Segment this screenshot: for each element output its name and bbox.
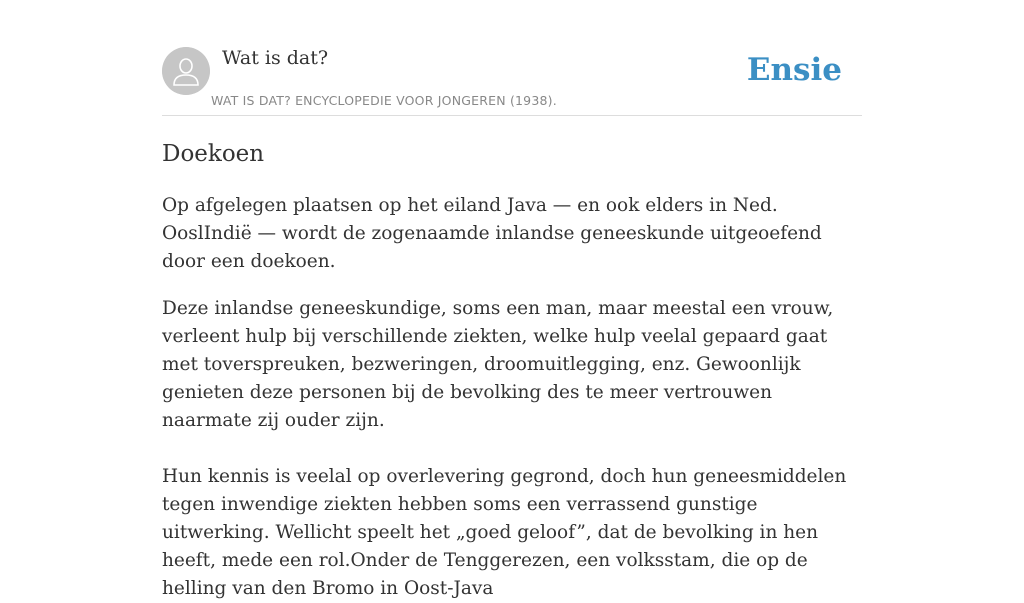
page-container bbox=[162, 0, 862, 599]
source-header bbox=[162, 0, 862, 116]
source-subtitle[interactable]: WAT IS DAT? ENCYCLOPEDIE VOOR JONGEREN (1938). bbox=[211, 93, 557, 108]
user-avatar-icon[interactable] bbox=[162, 47, 210, 95]
brand-logo-link[interactable]: Ensie bbox=[746, 52, 842, 88]
article-paragraph: Deze inlandse geneeskundige, soms een man, maar meestal een vrouw, verleent hulp bij verschillende ziekten, welke hulp veelal gepaard gaat met toverspreuken, bezweringen, droomuitlegging, enz. Gewoonlijk genieten deze personen bij de bevolking des te meer vertrouwen naarmate zij ouder zijn. bbox=[162, 298, 834, 431]
article-body bbox=[162, 192, 862, 603]
article-paragraph: Op afgelegen plaatsen op het eiland Java — en ook elders in Ned. OoslIndië — wordt de zogenaamde inlandse geneeskunde uitgeoefend door een doekoen. bbox=[162, 195, 822, 272]
article-title: Doekoen bbox=[162, 141, 265, 167]
article-paragraph: Hun kennis is veelal op overlevering gegrond, doch hun geneesmiddelen tegen inwendige ziekten hebben soms een verrassend gunstige uitwerking. Wellicht speelt het „goed geloof”, dat de bevolking in hen heeft, mede een rol.Onder de Tenggerezen, een volksstam, die op de helling van den Bromo in Oost-Java bbox=[162, 466, 847, 599]
source-title[interactable]: Wat is dat? bbox=[222, 47, 329, 69]
